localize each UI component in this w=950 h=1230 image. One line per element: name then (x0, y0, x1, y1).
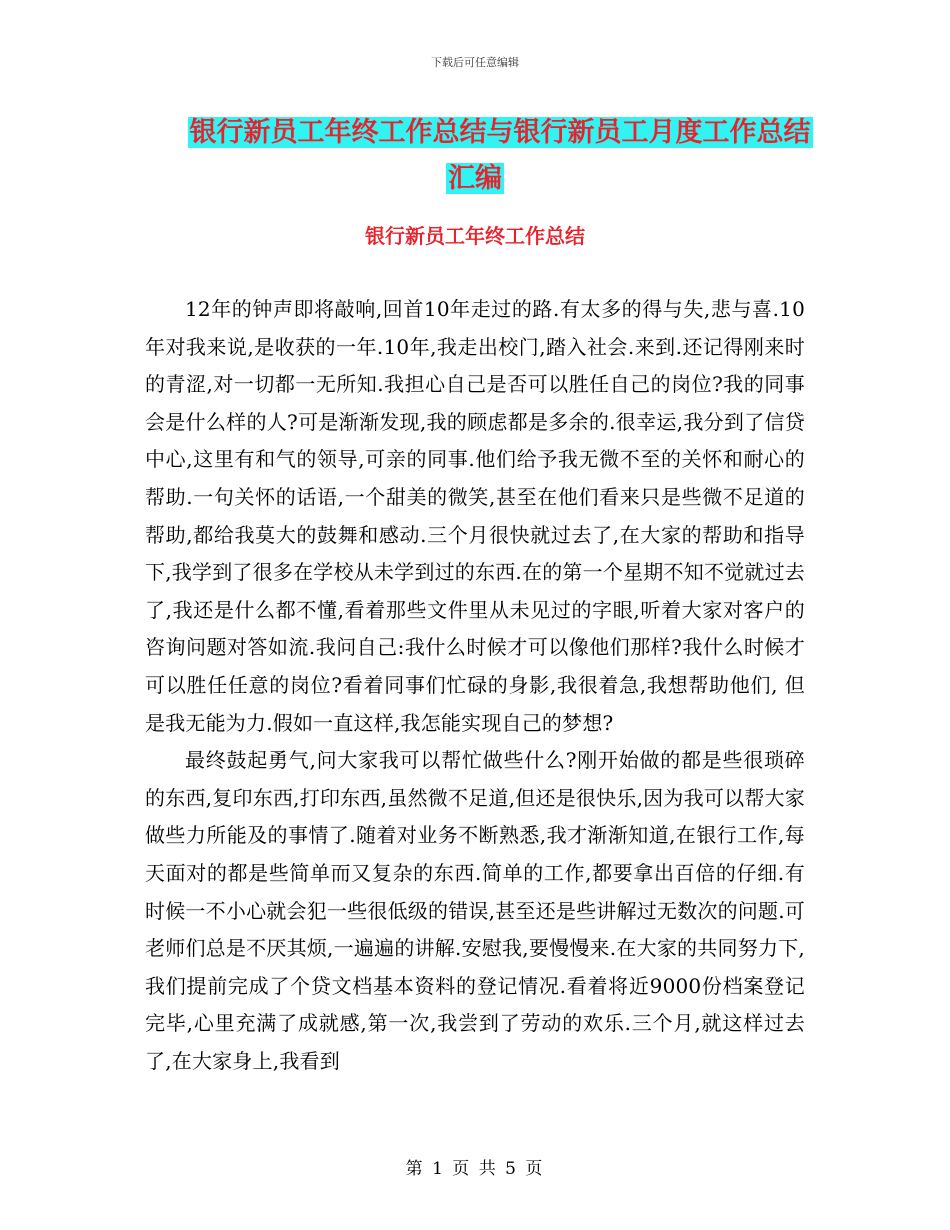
section-title: 银行新员工年终工作总结 (365, 224, 585, 248)
body-text (145, 291, 805, 1080)
document-title (0, 110, 950, 202)
page-header-note: 下载后可任意编辑 (431, 56, 519, 69)
paragraph: 最终鼓起勇气,问大家我可以帮忙做些什么?刚开始做的都是些很琐碎的东西,复印东西,打印东西,虽然微不足道,但还是很快乐,因为我可以帮大家做些力所能及的事情了.随着对业务不断熟悉,我才渐渐知道,在银行工作,每天面对的都是些简单而又复杂的东西.简单的工作,都要拿出百倍的仔细.有时候一不小心就会犯一些很低级的错误,甚至还是些讲解过无数次的问题.可老师们总是不厌其烦,一遍遍的讲解.安慰我,要慢慢来.在大家的共同努力下,我们提前完成了个贷文档基本资料的登记情况.看着将近9000份档案登记完毕,心里充满了成就感,第一次,我尝到了劳动的欢乐.三个月,就这样过去了,在大家身上,我看到 (145, 748, 805, 1073)
paragraph: 12年的钟声即将敲响,回首10年走过的路.有太多的得与失,悲与喜.10年对我来说,是收获的一年.10年,我走出校门,踏入社会.来到.还记得刚来时的青涩,对一切都一无所知.我担心自己是否可以胜任自己的岗位?我的同事会是什么样的人?可是渐渐发现,我的顾虑都是多余的.很幸运,我分到了信贷中心,这里有和气的领导,可亲的同事.他们给予我无微不至的关怀和耐心的帮助.一句关怀的话语,一个甜美的微笑,甚至在他们看来只是些微不足道的帮助,都给我莫大的鼓舞和感动.三个月很快就过去了,在大家的帮助和指导下,我学到了很多在学校从未学到过的东西.在的第一个星期不知不觉就过去了,我还是什么都不懂,看着那些文件里从未见过的字眼,听着大家对客户的咨询问题对答如流.我问自己:我什么时候才可以像他们那样?我什么时候才可以胜任任意的岗位?看着同事们忙碌的身影,我很着急,我想帮助他们, 但是我无能为力.假如一直这样,我怎能实现自己的梦想? (145, 297, 805, 735)
document-title-line1: 银行新员工年终工作总结与银行新员工月度工作总结 (189, 117, 811, 148)
document-title-line2: 汇编 (448, 163, 502, 194)
page-footer: 第 1 页 共 5 页 (405, 1159, 545, 1179)
